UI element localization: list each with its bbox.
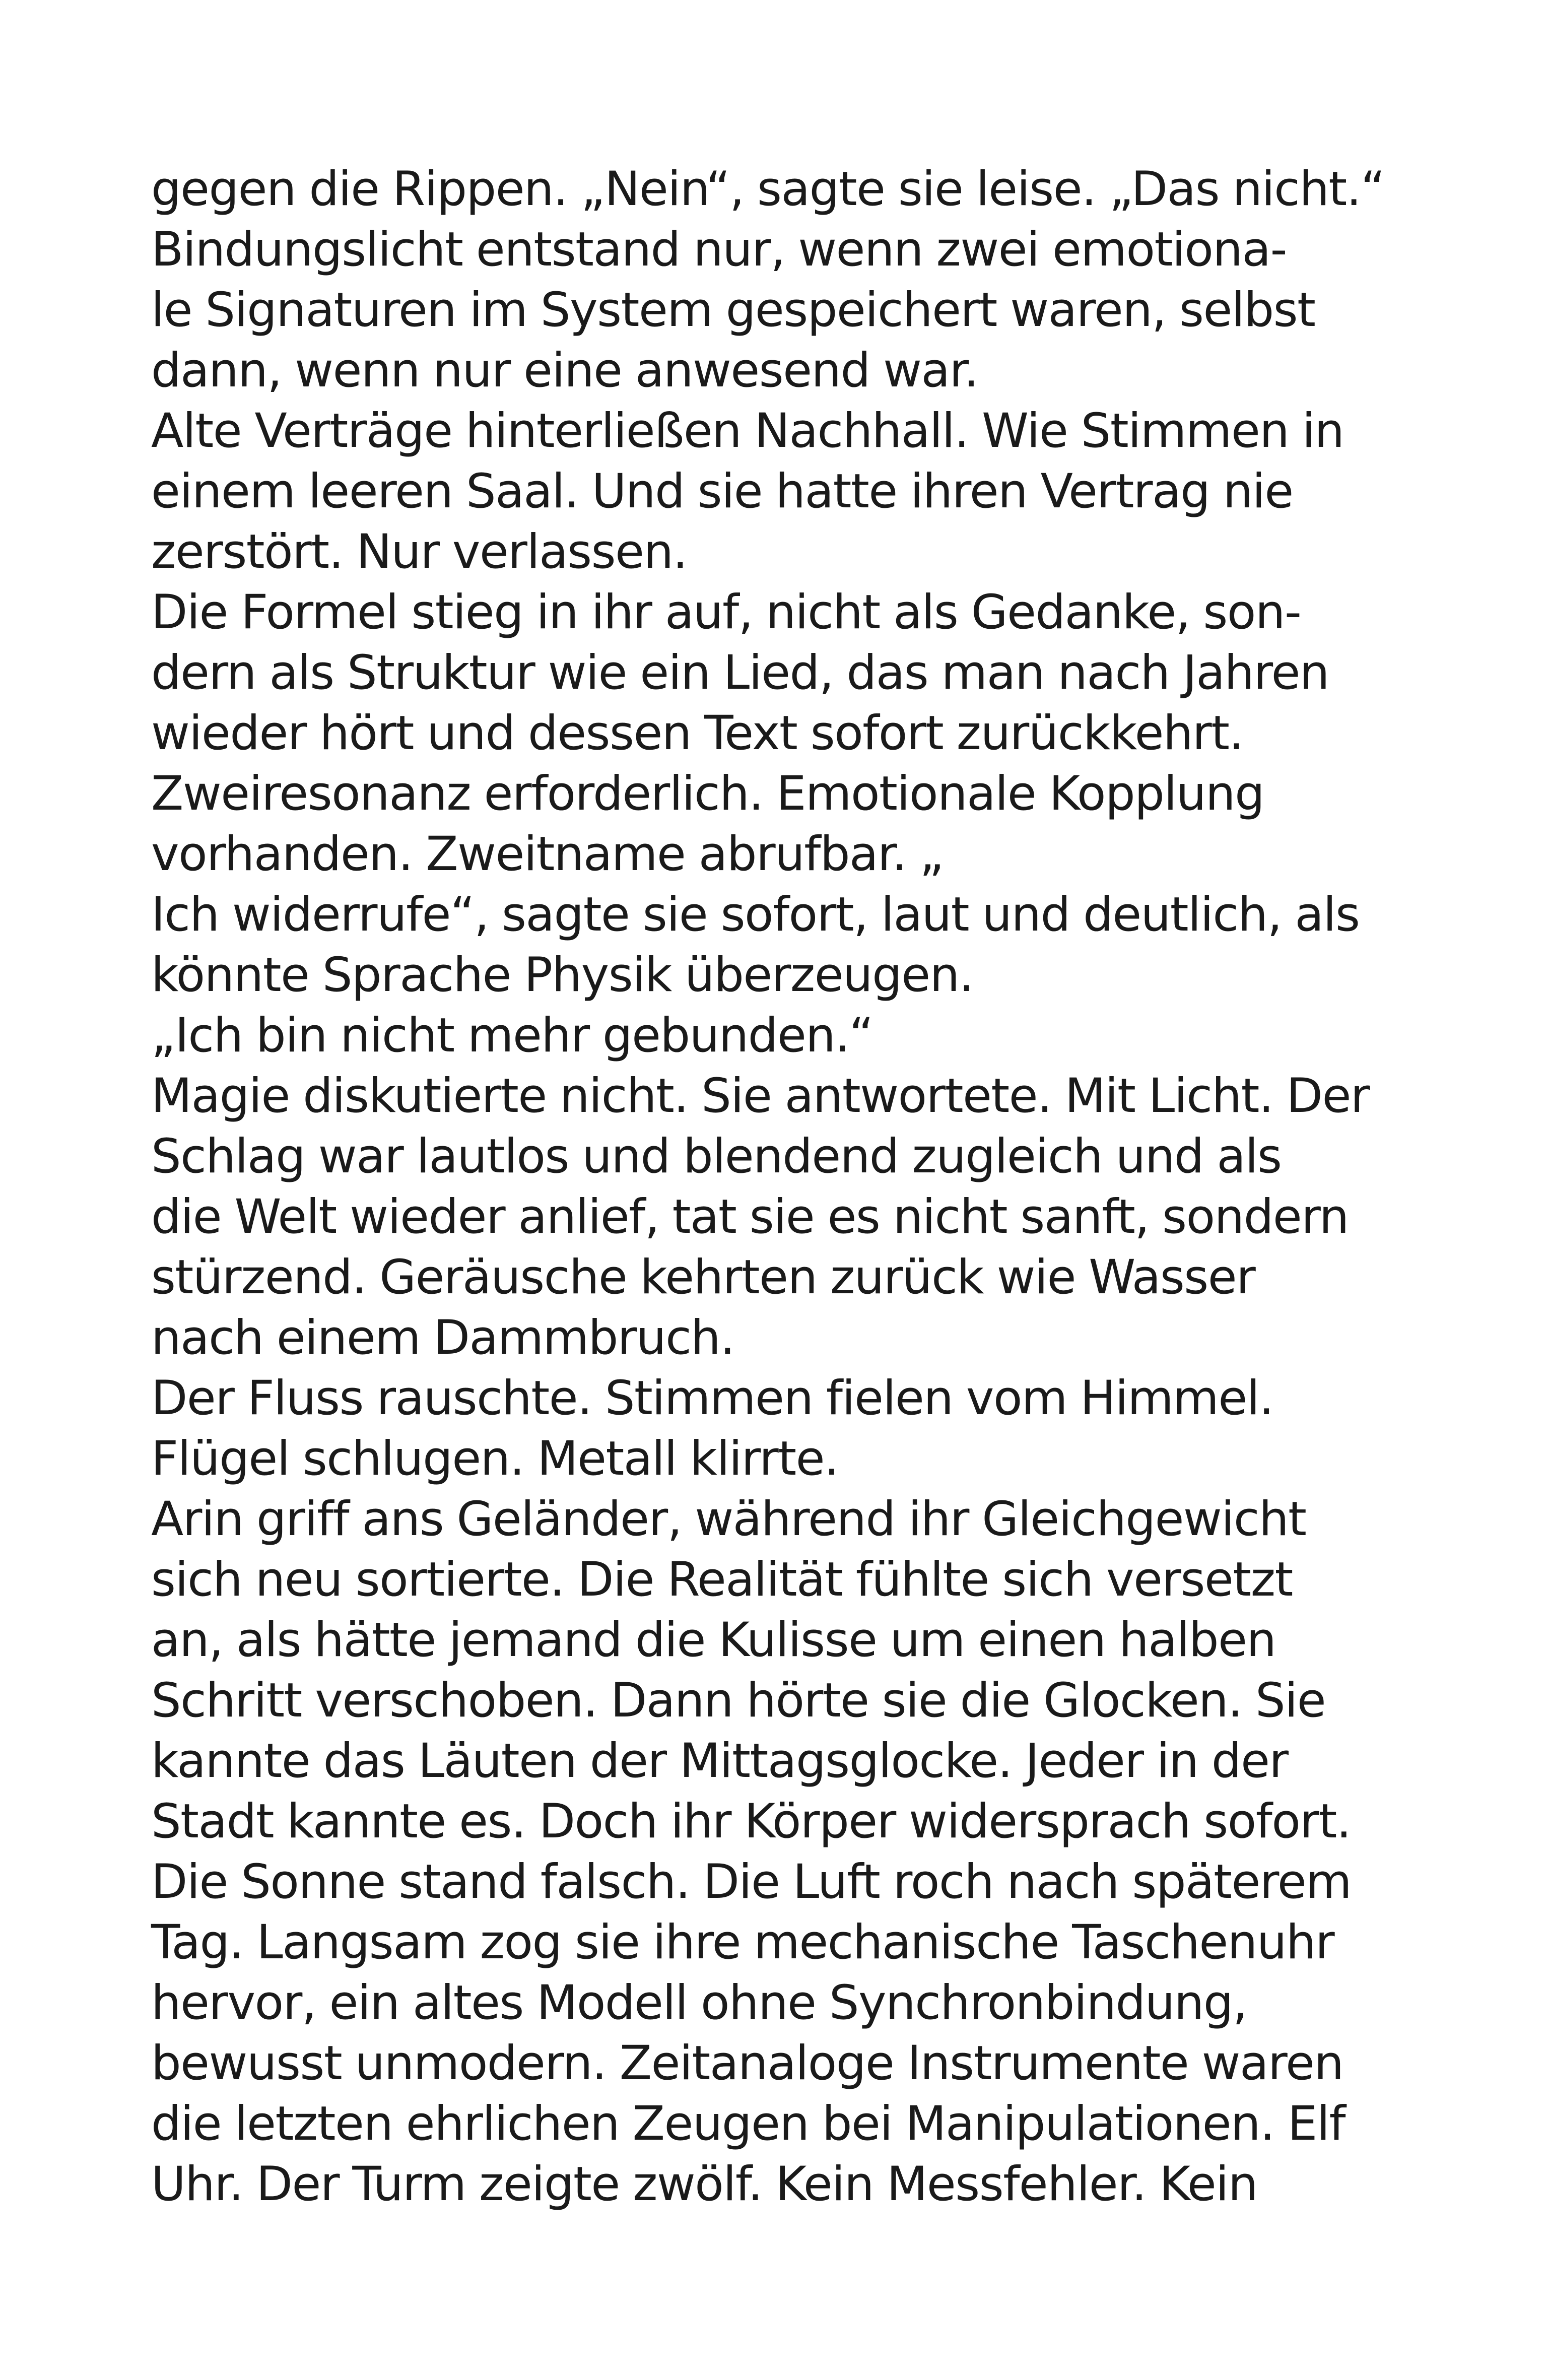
text-line: Alte Verträge hinterließen Nachhall. Wie Stimmen in [151,404,1344,458]
text-line: die letzten ehrlichen Zeugen bei Manipulationen. Elf [151,2096,1346,2151]
text-line: Tag. Langsam zog sie ihre mechanische Taschenuhr [151,1915,1334,1970]
text-line: Bindungslicht entstand nur, wenn zwei emotiona- [151,222,1287,277]
text-line: wieder hört und dessen Text sofort zurückkehrt. [151,706,1243,761]
text-line: Zweiresonanz erforderlich. Emotionale Kopplung [151,766,1264,821]
text-line: Magie diskutierte nicht. Sie antwortete. Mit Licht. Der [151,1069,1370,1123]
text-line: dern als Struktur wie ein Lied, das man nach Jahren [151,645,1329,700]
text-line: kannte das Läuten der Mittagsglocke. Jeder in der [151,1734,1288,1789]
text-line: stürzend. Geräusche kehrten zurück wie Wasser [151,1250,1255,1305]
text-line: dann, wenn nur eine anwesend war. [151,343,978,398]
text-line: Der Fluss rauschte. Stimmen fielen vom Himmel. [151,1371,1273,1426]
text-line: Die Formel stieg in ihr auf, nicht als Gedanke, son- [151,585,1301,640]
text-line: Uhr. Der Turm zeigte zwölf. Kein Messfehler. Kein [151,2157,1257,2212]
text-line: zerstört. Nur verlassen. [151,524,687,579]
text-line: Die Sonne stand falsch. Die Luft roch nach späterem [151,1855,1352,1909]
text-line: bewusst unmodern. Zeitanaloge Instrumente waren [151,2036,1343,2091]
text-line: „Ich bin nicht mehr gebunden.“ [151,1008,873,1063]
text-line: an, als hätte jemand die Kulisse um einen halben [151,1613,1276,1668]
text-line: Schlag war lautlos und blendend zugleich und als [151,1129,1282,1184]
text-line: nach einem Dammbruch. [151,1310,734,1365]
text-line: sich neu sortierte. Die Realität fühlte sich versetzt [151,1552,1293,1607]
text-line: einem leeren Saal. Und sie hatte ihren Vertrag nie [151,464,1293,519]
text-line: Flügel schlugen. Metall klirrte. [151,1431,839,1486]
text-line: le Signaturen im System gespeichert waren, selbst [151,283,1315,338]
text-line: die Welt wieder anlief, tat sie es nicht sanft, sondern [151,1189,1349,1244]
text-line: könnte Sprache Physik überzeugen. [151,948,974,1003]
text-line: gegen die Rippen. „Nein“, sagte sie leise. „Das nicht.“ [151,162,1385,217]
text-line: Arin griff ans Geländer, während ihr Gleichgewicht [151,1492,1306,1547]
text-line: hervor, ein altes Modell ohne Synchronbindung, [151,1975,1247,2030]
body-text [151,159,1410,2215]
text-line: Ich widerrufe“, sagte sie sofort, laut und deutlich, als [151,887,1360,942]
text-line: Schritt verschoben. Dann hörte sie die Glocken. Sie [151,1673,1326,1728]
text-line: Stadt kannte es. Doch ihr Körper widersprach sofort. [151,1794,1351,1849]
text-line: vorhanden. Zweitname abrufbar. „ [151,827,944,882]
